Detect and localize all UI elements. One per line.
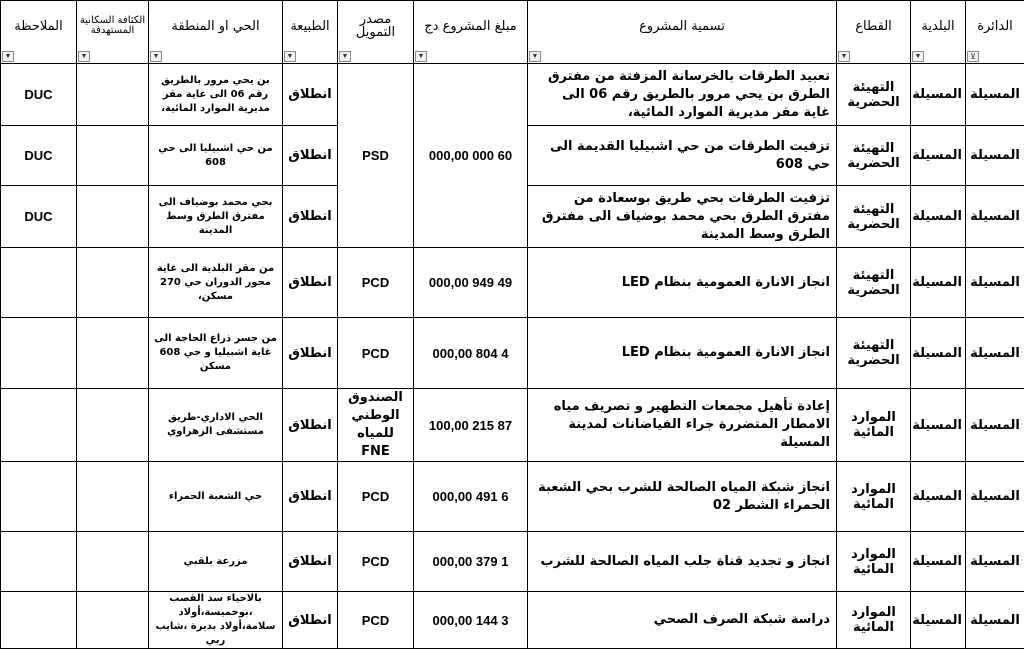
table-row bbox=[1, 462, 1024, 532]
cell-amount[interactable]: 1 379 000,00 bbox=[414, 532, 528, 592]
cell-baladiya[interactable]: المسيلة bbox=[911, 592, 966, 649]
cell-nature[interactable]: انطلاق bbox=[283, 532, 338, 592]
header-baladiya: البلدية ▼ bbox=[911, 1, 966, 64]
cell-nature[interactable]: انطلاق bbox=[283, 64, 338, 126]
cell-area[interactable]: حي الشعبة الحمراء bbox=[149, 462, 283, 532]
cell-population[interactable] bbox=[77, 532, 149, 592]
cell-baladiya[interactable]: المسيلة bbox=[911, 532, 966, 592]
cell-project[interactable]: تعبيد الطرقات بالخرسانة المزفتة من مفترق الطرق بن يحي مرور بالطريق رقم 06 الى غاية مقر مديرية الموارد المائية، bbox=[528, 64, 837, 126]
cell-baladiya[interactable]: المسيلة bbox=[911, 248, 966, 318]
cell-daira[interactable]: المسيلة bbox=[966, 592, 1024, 649]
dropdown-arrow-icon[interactable]: ▼ bbox=[78, 51, 90, 62]
dropdown-arrow-icon[interactable]: ▼ bbox=[912, 51, 924, 62]
cell-project[interactable]: انجاز الانارة العمومية بنظام LED bbox=[528, 318, 837, 389]
cell-nature[interactable]: انطلاق bbox=[283, 186, 338, 248]
header-daira: الدائرة ⊻ bbox=[966, 1, 1024, 64]
cell-notes[interactable] bbox=[1, 462, 77, 532]
cell-daira[interactable]: المسيلة bbox=[966, 532, 1024, 592]
dropdown-arrow-icon[interactable]: ▼ bbox=[838, 51, 850, 62]
cell-baladiya[interactable]: المسيلة bbox=[911, 186, 966, 248]
cell-population[interactable] bbox=[77, 126, 149, 186]
dropdown-arrow-icon[interactable]: ▼ bbox=[150, 51, 162, 62]
table-row bbox=[1, 592, 1024, 649]
header-amount: مبلغ المشروع دج ▼ bbox=[414, 1, 528, 64]
table-row bbox=[1, 532, 1024, 592]
cell-notes[interactable]: DUC bbox=[1, 186, 77, 248]
cell-baladiya[interactable]: المسيلة bbox=[911, 318, 966, 389]
cell-daira[interactable]: المسيلة bbox=[966, 389, 1024, 462]
cell-amount[interactable]: 3 144 000,00 bbox=[414, 592, 528, 649]
cell-amount[interactable]: 4 804 000,00 bbox=[414, 318, 528, 389]
cell-population[interactable] bbox=[77, 248, 149, 318]
cell-population[interactable] bbox=[77, 592, 149, 649]
cell-population[interactable] bbox=[77, 64, 149, 126]
cell-baladiya[interactable]: المسيلة bbox=[911, 64, 966, 126]
cell-area[interactable]: من مقر البلدية الى غاية محور الدوران حي 270 مسكن، bbox=[149, 248, 283, 318]
cell-funding[interactable]: الصندوق الوطني للمياه FNE bbox=[338, 389, 414, 462]
cell-funding[interactable]: PCD bbox=[338, 462, 414, 532]
cell-amount[interactable]: 6 491 000,00 bbox=[414, 462, 528, 532]
cell-population[interactable] bbox=[77, 462, 149, 532]
header-row bbox=[1, 1, 1024, 64]
cell-sector[interactable]: التهيئة الحضرية bbox=[837, 186, 911, 248]
cell-sector[interactable]: الموارد المائية bbox=[837, 389, 911, 462]
cell-daira[interactable]: المسيلة bbox=[966, 186, 1024, 248]
cell-sector[interactable]: التهيئة الحضرية bbox=[837, 318, 911, 389]
cell-notes[interactable] bbox=[1, 532, 77, 592]
cell-area[interactable]: مزرعة بلقبي bbox=[149, 532, 283, 592]
cell-funding[interactable]: PCD bbox=[338, 318, 414, 389]
cell-area[interactable]: الحي الاداري-طريق مستشفى الزهراوي bbox=[149, 389, 283, 462]
cell-notes[interactable] bbox=[1, 248, 77, 318]
cell-notes[interactable] bbox=[1, 389, 77, 462]
dropdown-arrow-icon[interactable]: ▼ bbox=[2, 51, 14, 62]
cell-nature[interactable]: انطلاق bbox=[283, 318, 338, 389]
cell-nature[interactable]: انطلاق bbox=[283, 126, 338, 186]
header-sector: القطاع ▼ bbox=[837, 1, 911, 64]
cell-sector[interactable]: التهيئة الحضرية bbox=[837, 126, 911, 186]
cell-daira[interactable]: المسيلة bbox=[966, 248, 1024, 318]
cell-notes[interactable]: DUC bbox=[1, 126, 77, 186]
dropdown-arrow-icon[interactable]: ▼ bbox=[339, 51, 351, 62]
cell-population[interactable] bbox=[77, 186, 149, 248]
table-row bbox=[1, 64, 1024, 126]
cell-area[interactable]: بحي محمد بوضياف الى مفترق الطرق وسط المدينة bbox=[149, 186, 283, 248]
header-area: الحي او المنطقة ▼ bbox=[149, 1, 283, 64]
cell-amount[interactable]: 49 949 000,00 bbox=[414, 248, 528, 318]
filter-icon[interactable]: ⊻ bbox=[967, 51, 979, 62]
cell-notes[interactable] bbox=[1, 592, 77, 649]
cell-project[interactable]: تزفيت الطرقات بحي طريق بوسعادة من مفترق الطرق بحي محمد بوضياف الى مفترق الطرق وسط المدينة bbox=[528, 186, 837, 248]
cell-daira[interactable]: المسيلة bbox=[966, 126, 1024, 186]
cell-population[interactable] bbox=[77, 389, 149, 462]
dropdown-arrow-icon[interactable]: ▼ bbox=[529, 51, 541, 62]
cell-notes[interactable]: DUC bbox=[1, 64, 77, 126]
cell-funding[interactable]: PSD bbox=[338, 64, 414, 248]
cell-population[interactable] bbox=[77, 318, 149, 389]
cell-funding[interactable]: PCD bbox=[338, 532, 414, 592]
header-nature: الطبيعة ▼ bbox=[283, 1, 338, 64]
cell-baladiya[interactable]: المسيلة bbox=[911, 462, 966, 532]
cell-area[interactable]: من جسر ذراع الحاجة الى غاية اشبيليا و حي 608 مسكن bbox=[149, 318, 283, 389]
cell-baladiya[interactable]: المسيلة bbox=[911, 389, 966, 462]
cell-sector[interactable]: التهيئة الحضرية bbox=[837, 64, 911, 126]
cell-daira[interactable]: المسيلة bbox=[966, 462, 1024, 532]
header-population: الكثافة السكانية المستهدفة ▼ bbox=[77, 1, 149, 64]
cell-project[interactable]: انجاز شبكة المياه الصالحة للشرب بحي الشعبة الحمراء الشطر 02 bbox=[528, 462, 837, 532]
header-funding: مصدر التمويل ▼ bbox=[338, 1, 414, 64]
cell-funding[interactable]: PCD bbox=[338, 248, 414, 318]
cell-project[interactable]: دراسة شبكة الصرف الصحي bbox=[528, 592, 837, 649]
cell-amount[interactable]: 60 000 000,00 bbox=[414, 64, 528, 248]
cell-notes[interactable] bbox=[1, 318, 77, 389]
table-row bbox=[1, 389, 1024, 462]
cell-sector[interactable]: التهيئة الحضرية bbox=[837, 248, 911, 318]
cell-nature[interactable]: انطلاق bbox=[283, 592, 338, 649]
cell-sector[interactable]: الموارد المائية bbox=[837, 592, 911, 649]
cell-nature[interactable]: انطلاق bbox=[283, 462, 338, 532]
cell-nature[interactable]: انطلاق bbox=[283, 389, 338, 462]
cell-area[interactable]: من حي اشبيليا الى حي 608 bbox=[149, 126, 283, 186]
cell-project[interactable]: إعادة تأهيل مجمعات التطهير و تصريف مياه الامطار المتضررة جراء الفياضانات لمدينة المسيلة bbox=[528, 389, 837, 462]
cell-daira[interactable]: المسيلة bbox=[966, 64, 1024, 126]
cell-baladiya[interactable]: المسيلة bbox=[911, 126, 966, 186]
table-row bbox=[1, 248, 1024, 318]
cell-sector[interactable]: الموارد المائية bbox=[837, 462, 911, 532]
table-row bbox=[1, 318, 1024, 389]
header-project: تسمية المشروع ▼ bbox=[528, 1, 837, 64]
dropdown-arrow-icon[interactable]: ▼ bbox=[284, 51, 296, 62]
cell-sector[interactable]: الموارد المائية bbox=[837, 532, 911, 592]
cell-daira[interactable]: المسيلة bbox=[966, 318, 1024, 389]
dropdown-arrow-icon[interactable]: ▼ bbox=[415, 51, 427, 62]
cell-area[interactable]: بن يحي مرور بالطريق رقم 06 الى غاية مقر مديرية الموارد المائية، bbox=[149, 64, 283, 126]
cell-amount[interactable]: 87 215 100,00 bbox=[414, 389, 528, 462]
cell-project[interactable]: انجاز و تجديد قناة جلب المياه الصالحة للشرب bbox=[528, 532, 837, 592]
cell-project[interactable]: انجاز الانارة العمومية بنظام LED bbox=[528, 248, 837, 318]
header-notes: الملاحظة ▼ bbox=[1, 1, 77, 64]
cell-nature[interactable]: انطلاق bbox=[283, 248, 338, 318]
cell-area[interactable]: بالاحياء سد القصب ،بوخميسة،أولاد سلامة،أولاد بديرة ،شايب ربي bbox=[149, 592, 283, 649]
cell-funding[interactable]: PCD bbox=[338, 592, 414, 649]
cell-project[interactable]: تزفيت الطرقات من حي اشبيليا القديمة الى حي 608 bbox=[528, 126, 837, 186]
